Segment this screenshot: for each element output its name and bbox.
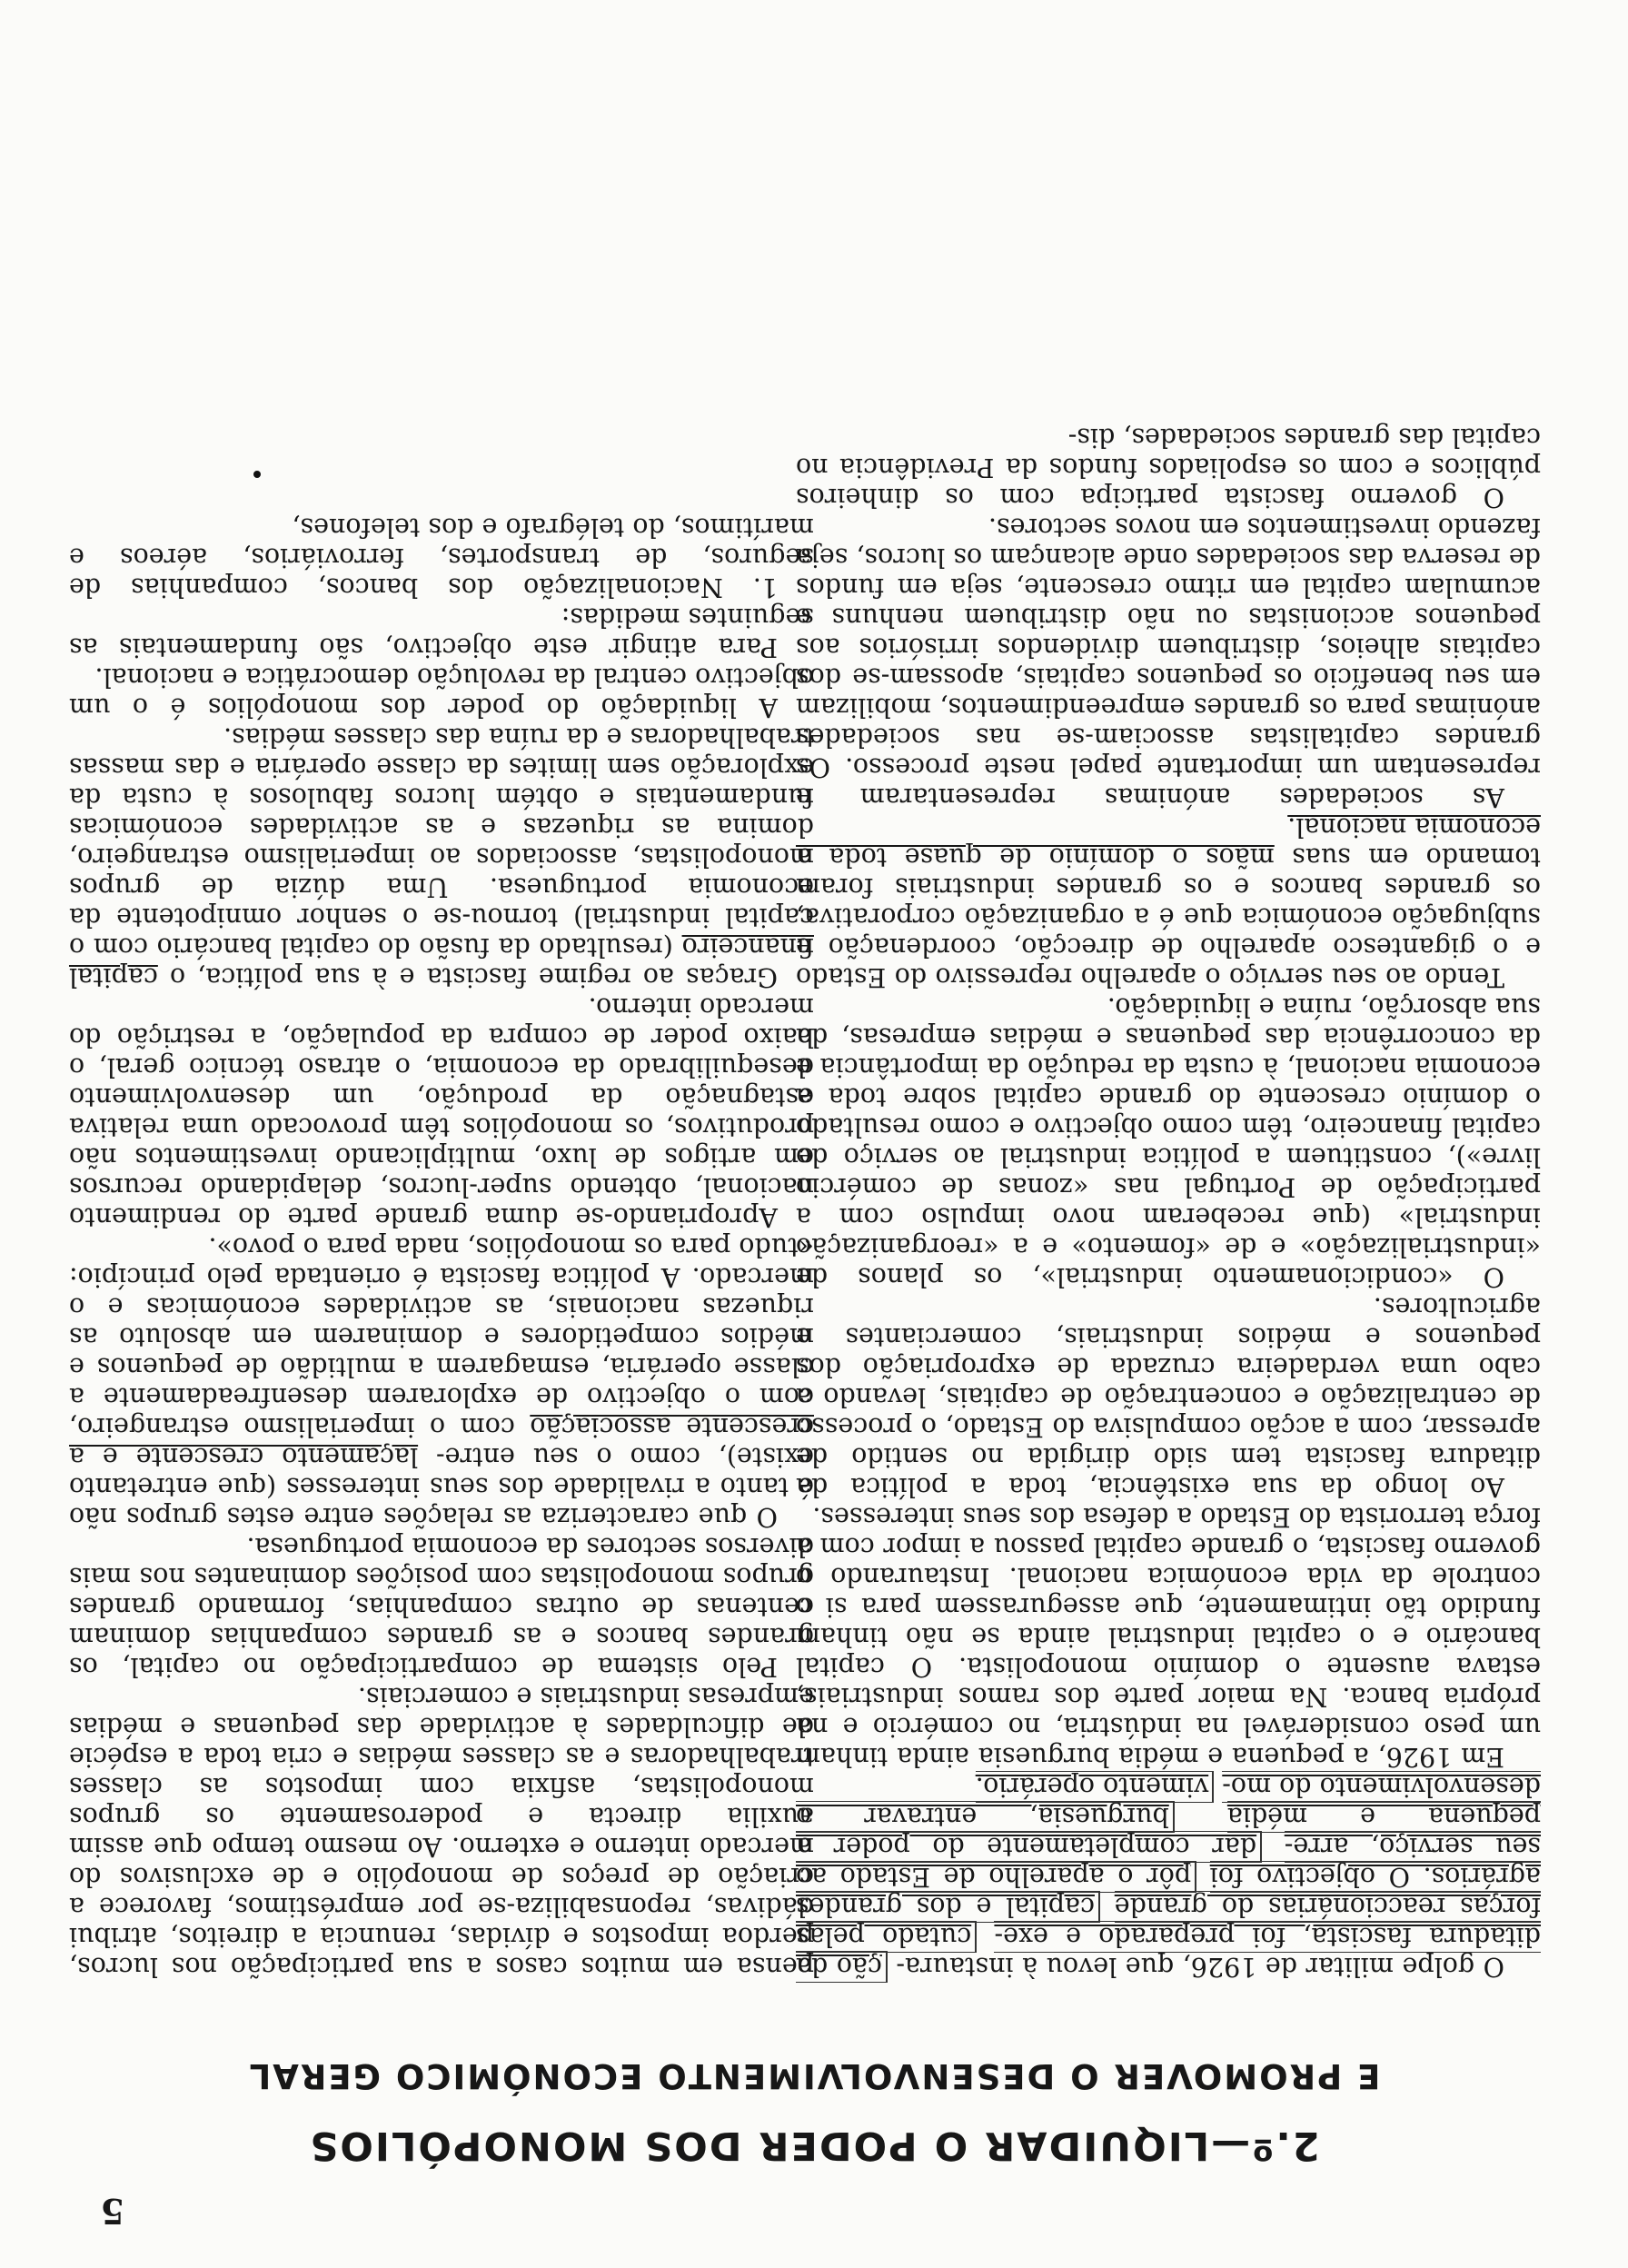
paragraph-13: A liquidação do poder dos monopólios é o um objectivo central da revolução democrática e nacional. [69, 662, 814, 722]
paragraph-6: As sociedades anónimas representaram e representam um importante papel neste processo. Os grandes capitalistas associam-se nas sociedades anónimas para os grandes empreendimentos, mobilizam em seu benefício os pequenos capitais, apossam-se dos capitais alheios, distribuem dividendos irrisórios aos pequenos accionistas ou não distribuem nenhuns e acumulam capital em ritmo crescente, seja em fundos de reserva das sociedades onde alcançam os lucros, seja fazendo investimentos em novos sectores. [796, 512, 1541, 812]
paragraph-11: Apropriando-se duma grande parte do rendimento nacional, obtendo super-lucros, delapidando recursos em artigos de luxo, multiplicando investimentos não produtivos, os monopólios têm provocado uma relativa estagnação da produção, um desenvolvimento desequilibrado da economia, o atraso técnico geral, o baixo poder de compra da população, a restrição do mercado interno. [69, 992, 814, 1232]
paragraph-2: Em 1926, a pequena e média burguesia ainda tinham um peso considerável na indústria, no comércio e na própria banca. Na maior parte dos ramos industriais, estava ausente o domínio monopolista. O capital bancário e o capital industrial ainda se não tinham fundido tão intimamente, que assegurassem para si o controle da vida económica nacional. Instaurando o governo fascista, o grande capital passou a impor com a força terrorista do Estado a defesa dos seus interesses. [796, 1502, 1541, 1772]
ink-dot [253, 471, 261, 478]
underlined-passage-10: capital financeiro [68, 932, 814, 992]
underlined-passage-1: ção da ditadura fascista, foi preparado e exe- [796, 1922, 1541, 1982]
paragraph-5-text: Tendo ao seu serviço o aparelho repressivo do Estado e o gigantesco aparelho de direcção, coordenação e subjugação económica que é a organização corporativa, os grandes bancos e os grandes industriais foram tomando em suas [796, 842, 1541, 992]
paragraph-1-lead: O golpe militar de 1926, que levou à instaura- [896, 1952, 1504, 1982]
section-subheading: E PROMOVER O DESENVOLVIMENTO ECONÓMICO GERAL [247, 2056, 1381, 2095]
paragraph-10 [69, 1232, 814, 1532]
right-column [69, 512, 814, 1982]
section-heading: 2.º—LIQUIDAR O PODER DOS MONOPÓLIOS [308, 2123, 1320, 2168]
paragraph-12-text-b: (resultado da fusão do capital bancário com o capital industrial) tornou-se o senhor omnipotente da economia portuguesa. Uma dúzia de grupos monopolistas, associados ao imperialismo estrangeiro, domina as riquezas e as actividades económicas fundamentais e obtém lucros fabulosos à custa da exploração sem limites da classe operária e das massas trabalhadoras e da ruína das classes médias. [69, 722, 814, 962]
underlined-passage-2: cutado pelas forças reaccionárias do grande [796, 1892, 1541, 1952]
underlined-passage-5: dar completamente do poder a pequena e média [796, 1802, 1541, 1862]
underlined-passage-3: capital e dos grandes agrários. O objectivo foi [796, 1862, 1541, 1922]
paragraph-15: 1. Nacionalização dos bancos, companhias de seguros, de transportes, ferroviários, aéreos e marítimos, do telégrafo e dos telefones, [69, 512, 814, 602]
underlined-passage-7: vimento operário. [976, 1771, 1214, 1803]
paragraph-3: Ao longo da sua existência, toda a política da ditadura fascista tem sido dirigida no sentido de apressar, com a acção compulsiva do Estado, o processo de centralização e concentração de capitais, levando a cabo uma verdadeira cruzada de expropriação dos pequenos e médios industriais, comerciantes e agricultores. [796, 1292, 1541, 1502]
paragraph-1 [796, 1772, 1541, 1982]
paragraph-10-text-b: com o imperialismo estrangeiro, com o objectivo de explorarem desenfreadamente a classe operária, esmagarem a multidão de pequenos e médios competidores e dominarem em absoluto as riquezas nacionais, as actividades económicas e o mercado. A política fascista é orientada pelo princípio: «tudo para os monopólios, nada para o povo». [68, 1232, 814, 1442]
paragraph-4: O «condicionamento industrial», os planos de «industrialização» e de «fomento» e a «reorganização industrial» (que receberam novo impulso com a participação de Portugal nas «zonas de comércio livre»), constituem a política industrial ao serviço do capital financeiro, têm como objectivo e como resultado o domínio crescente do grande capital sobre toda a economia nacional, à custa da redução da importância e da concorrência das pequenas e médias empresas, da sua absorção, ruína e liquidação. [796, 992, 1541, 1292]
page-number: 5 [100, 2191, 124, 2232]
paragraph-7: O governo fascista participa com os dinheiros públicos e com os espoliados fundos da Previdência no capital das grandes sociedades, dis- [796, 423, 1541, 512]
paragraph-9: Pelo sistema de comparticipação no capital, os grandes bancos e as grandes companhias dominam centenas de outras companhias, formando grandes grupos monopolistas com posições dominantes nos mais diversos sectores da economia portuguesa. [69, 1532, 814, 1682]
paragraph-10-text-a: O que caracteriza as relações entre estes grupos não é tanto a rivalidade dos seus interesses (que entretanto existe), como o seu entre- [69, 1442, 814, 1532]
underlined-passage-8: mãos o domínio de quase toda a economia nacional. [795, 812, 1541, 872]
paragraph-8: pensa em muitos casos a sua participação nos lucros, perdoa impostos e dívidas, renuncia a direitos, atribui dádivas, reponsabiliza-se por empréstimos, favorece a criação de preços de monopólio e de exclusivos do mercado interno e externo. Ao mesmo tempo que assim auxilia directa e poderosamente os grupos monopolistas, asfixia com impostos as classes trabalhadoras e as classes médias e cria toda a espécie de dificuldades à actividade das pequenas e médias empresas industriais e comerciais. [69, 1682, 814, 1982]
paragraph-12 [69, 722, 814, 992]
paragraph-5 [796, 812, 1541, 992]
paragraph-12-text-a: Graças ao regime fascista e à sua política, o [169, 962, 778, 992]
underlined-passage-6: burguesia, entravar o desenvolvimento do mo- [796, 1772, 1541, 1832]
underlined-passage-4: pôr o aparelho de Estado ao seu serviço, arre- [796, 1832, 1541, 1892]
underlined-passage-9: laçamento crescente e a crescente associação [69, 1412, 814, 1472]
paragraph-14: Para atingir este objectivo, são fundamentais as seguintes medidas: [69, 602, 814, 662]
left-column [796, 423, 1541, 1982]
